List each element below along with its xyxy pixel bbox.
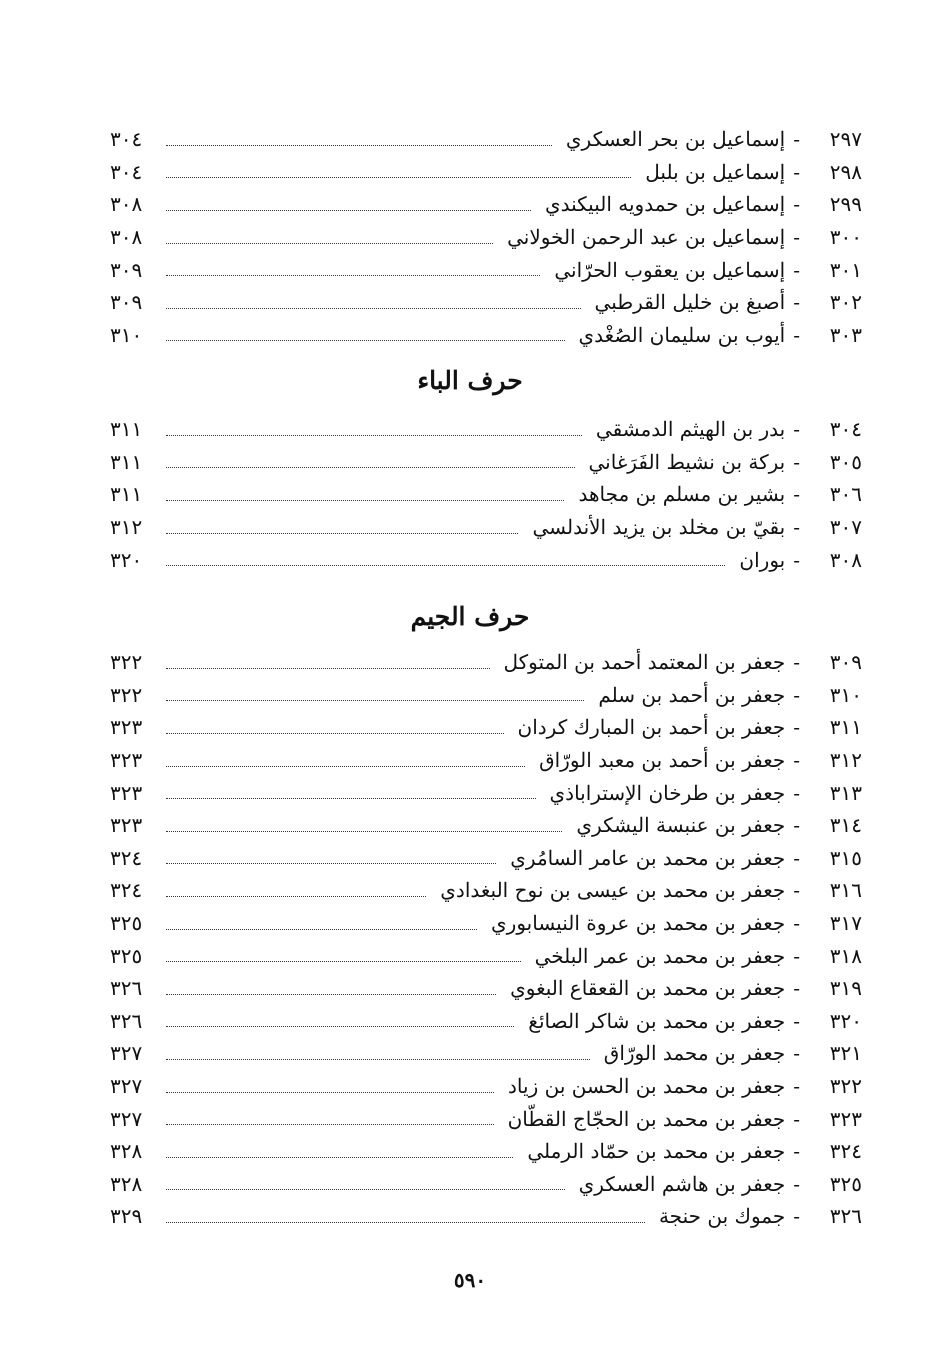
entry-name: بركة بن نشيط الفَرَغاني: [588, 449, 786, 474]
index-entry: [110, 1005, 862, 1038]
entry-name: بشير بن مسلم بن مجاهد: [578, 482, 786, 507]
leader-dots: [166, 863, 496, 864]
entry-page: ٣٢٦: [110, 976, 143, 1001]
entry-page: ٣٢٣: [110, 780, 143, 805]
entry-number: ٣٠٢: [829, 290, 862, 315]
leader-dots: [166, 340, 565, 341]
entry-separator: -: [793, 911, 800, 936]
section-heading-ba: حرف الباء: [417, 366, 523, 395]
index-entry: [110, 972, 862, 1005]
entry-separator: -: [793, 1171, 800, 1196]
entry-separator: -: [793, 482, 800, 507]
index-entry: [110, 1135, 862, 1168]
entry-number: ٣٢٦: [829, 1204, 862, 1229]
index-entry: [110, 711, 862, 744]
entry-name: جعفر بن أحمد بن المبارك كردان: [517, 715, 786, 740]
leader-dots: [166, 1222, 645, 1223]
leader-dots: [166, 896, 426, 897]
entry-separator: -: [793, 650, 800, 675]
index-section-jim: [110, 646, 862, 1233]
entry-page: ٣٠٩: [110, 257, 143, 282]
leader-dots: [166, 1026, 514, 1027]
index-entry: [110, 1168, 862, 1201]
entry-page: ٣١١: [110, 417, 143, 442]
entry-separator: -: [793, 192, 800, 217]
entry-number: ٣٢٥: [829, 1171, 862, 1196]
entry-separator: -: [793, 290, 800, 315]
entry-name: إسماعيل بن عبد الرحمن الخولاني: [507, 225, 786, 250]
index-entry: [110, 809, 862, 842]
entry-page: ٣٢٦: [110, 1008, 143, 1033]
entry-number: ٣١١: [829, 715, 862, 740]
index-entry: [110, 478, 862, 511]
entry-name: جعفر بن محمد بن عيسى بن نوح البغدادي: [440, 878, 786, 903]
leader-dots: [166, 733, 504, 734]
entry-number: ٣٠١: [829, 257, 862, 282]
entry-name: بقيّ بن مخلد بن يزيد الأندلسي: [532, 515, 786, 540]
entry-separator: -: [793, 1204, 800, 1229]
leader-dots: [166, 994, 496, 995]
entry-page: ٣٢٨: [110, 1139, 143, 1164]
leader-dots: [166, 1092, 494, 1093]
index-entry: [110, 1200, 862, 1233]
index-entry: [110, 543, 862, 576]
index-entry: [110, 123, 862, 156]
entry-name: جعفر بن محمد بن الحسن بن زياد: [508, 1074, 786, 1099]
entry-name: أيوب بن سليمان الصُغْدي: [578, 322, 786, 347]
leader-dots: [166, 1124, 494, 1125]
index-entry: [110, 188, 862, 221]
index-entry: [110, 874, 862, 907]
entry-separator: -: [793, 1074, 800, 1099]
index-entry: [110, 939, 862, 972]
entry-separator: -: [793, 225, 800, 250]
leader-dots: [166, 243, 493, 244]
entry-number: ٣٢٢: [829, 1074, 862, 1099]
entry-number: ٣١٢: [829, 748, 862, 773]
entry-separator: -: [793, 748, 800, 773]
index-entry: [110, 679, 862, 712]
entry-separator: -: [793, 976, 800, 1001]
entry-number: ٣٠٣: [829, 322, 862, 347]
entry-name: إسماعيل بن بلبل: [645, 159, 786, 184]
entry-number: ٣١٥: [829, 845, 862, 870]
entry-separator: -: [793, 1041, 800, 1066]
entry-separator: -: [793, 159, 800, 184]
index-entry: [110, 646, 862, 679]
entry-page: ٣١٢: [110, 515, 143, 540]
entry-separator: -: [793, 682, 800, 707]
index-entry: [110, 156, 862, 189]
entry-name: جعفر بن عنبسة اليشكري: [576, 813, 786, 838]
entry-name: جعفر بن هاشم العسكري: [578, 1171, 786, 1196]
entry-separator: -: [793, 943, 800, 968]
entry-page: ٣٠٨: [110, 225, 143, 250]
entry-page: ٣٠٩: [110, 290, 143, 315]
index-section-ba: [110, 413, 862, 576]
section-heading-jim: حرف الجيم: [410, 602, 530, 631]
index-entry: [110, 907, 862, 940]
entry-number: ٢٩٩: [829, 192, 862, 217]
entry-page: ٣٢٧: [110, 1106, 143, 1131]
entry-page: ٣٢٢: [110, 682, 143, 707]
entry-number: ٣١٠: [829, 682, 862, 707]
leader-dots: [166, 500, 564, 501]
entry-name: جعفر بن أحمد بن معبد الورّاق: [539, 748, 786, 773]
entry-name: جعفر بن محمد بن عامر السامُري: [510, 845, 786, 870]
leader-dots: [166, 275, 540, 276]
entry-number: ٣١٤: [829, 813, 862, 838]
entry-number: ٣١٨: [829, 943, 862, 968]
entry-number: ٣٠٥: [829, 449, 862, 474]
entry-name: بوران: [739, 547, 786, 572]
entry-page: ٣٠٨: [110, 192, 143, 217]
index-entry: [110, 1037, 862, 1070]
leader-dots: [166, 668, 490, 669]
entry-number: ٣٠٤: [829, 417, 862, 442]
entry-page: ٣٢٨: [110, 1171, 143, 1196]
entry-separator: -: [793, 449, 800, 474]
entry-page: ٣١١: [110, 482, 143, 507]
entry-name: جعفر بن محمد بن عروة النيسابوري: [491, 911, 786, 936]
entry-number: ٣٠٠: [829, 225, 862, 250]
entry-name: إسماعيل بن بحر العسكري: [565, 127, 786, 152]
entry-number: ٣٠٧: [829, 515, 862, 540]
entry-number: ٣٢٣: [829, 1106, 862, 1131]
leader-dots: [166, 210, 531, 211]
entry-page: ٣١٠: [110, 322, 143, 347]
entry-separator: -: [793, 127, 800, 152]
entry-name: جعفر بن محمد بن الحجّاج القطّان: [507, 1106, 786, 1131]
leader-dots: [166, 766, 525, 767]
entry-name: جعفر بن أحمد بن سلم: [598, 682, 786, 707]
entry-separator: -: [793, 322, 800, 347]
index-entry: [110, 253, 862, 286]
leader-dots: [166, 1059, 590, 1060]
leader-dots: [166, 308, 581, 309]
entry-separator: -: [793, 515, 800, 540]
index-entry: [110, 842, 862, 875]
entry-separator: -: [793, 813, 800, 838]
page-number: ٥٩٠: [453, 1268, 487, 1292]
entry-page: ٣١١: [110, 449, 143, 474]
entry-name: جعفر بن طرخان الإستراباذي: [549, 780, 786, 805]
entry-separator: -: [793, 1008, 800, 1033]
leader-dots: [166, 1189, 565, 1190]
index-entry: [110, 286, 862, 319]
leader-dots: [166, 533, 518, 534]
index-entry: [110, 1070, 862, 1103]
entry-name: جعفر بن محمد بن شاكر الصائغ: [528, 1008, 786, 1033]
entry-name: جعفر بن المعتمد أحمد بن المتوكل: [503, 650, 786, 675]
leader-dots: [166, 700, 584, 701]
entry-page: ٣٢٤: [110, 878, 143, 903]
leader-dots: [166, 435, 582, 436]
entry-number: ٣١٧: [829, 911, 862, 936]
entry-separator: -: [793, 845, 800, 870]
entry-name: بدر بن الهيثم الدمشقي: [595, 417, 786, 442]
entry-separator: -: [793, 1106, 800, 1131]
leader-dots: [166, 177, 631, 178]
entry-page: ٣٠٤: [110, 127, 143, 152]
leader-dots: [166, 961, 521, 962]
entry-separator: -: [793, 715, 800, 740]
entry-number: ٣١٣: [829, 780, 862, 805]
entry-number: ٣٠٦: [829, 482, 862, 507]
leader-dots: [166, 145, 552, 146]
entry-page: ٣٢٠: [110, 547, 143, 572]
entry-number: ٣٠٩: [829, 650, 862, 675]
entry-name: إسماعيل بن حمدويه البيكندي: [544, 192, 786, 217]
entry-separator: -: [793, 257, 800, 282]
entry-page: ٣٢٣: [110, 715, 143, 740]
index-entry: [110, 1102, 862, 1135]
entry-separator: -: [793, 547, 800, 572]
entry-name: جعفر بن محمد بن القعقاع البغوي: [510, 976, 786, 1001]
entry-page: ٣٢٩: [110, 1204, 143, 1229]
entry-separator: -: [793, 780, 800, 805]
entry-page: ٣٢٧: [110, 1041, 143, 1066]
entry-separator: -: [793, 878, 800, 903]
entry-name: جموك بن حنجة: [658, 1204, 786, 1229]
entry-page: ٣٢٥: [110, 943, 143, 968]
entry-page: ٣٢٢: [110, 650, 143, 675]
entry-page: ٣٠٤: [110, 159, 143, 184]
entry-page: ٣٢٤: [110, 845, 143, 870]
index-entry: [110, 221, 862, 254]
entry-separator: -: [793, 417, 800, 442]
entry-number: ٣٢٤: [829, 1139, 862, 1164]
index-entry: [110, 319, 862, 352]
entry-number: ٣١٦: [829, 878, 862, 903]
leader-dots: [166, 1157, 513, 1158]
entry-number: ٢٩٨: [829, 159, 862, 184]
entry-page: ٣٢٥: [110, 911, 143, 936]
index-entry: [110, 413, 862, 446]
index-entry: [110, 776, 862, 809]
entry-separator: -: [793, 1139, 800, 1164]
entry-page: ٣٢٧: [110, 1074, 143, 1099]
leader-dots: [166, 831, 562, 832]
entry-name: إسماعيل بن يعقوب الحرّاني: [554, 257, 786, 282]
entry-name: جعفر بن محمد بن عمر البلخي: [534, 943, 786, 968]
entry-page: ٣٢٣: [110, 813, 143, 838]
entry-number: ٢٩٧: [829, 127, 862, 152]
entry-number: ٣٠٨: [829, 547, 862, 572]
leader-dots: [166, 929, 477, 930]
entry-name: جعفر بن محمد الورّاق: [603, 1041, 786, 1066]
index-entry: [110, 744, 862, 777]
index-section-alif: [110, 123, 862, 351]
leader-dots: [166, 467, 575, 468]
index-entry: [110, 446, 862, 479]
leader-dots: [166, 798, 536, 799]
index-entry: [110, 511, 862, 544]
entry-number: ٣١٩: [829, 976, 862, 1001]
entry-page: ٣٢٣: [110, 748, 143, 773]
entry-number: ٣٢١: [829, 1041, 862, 1066]
leader-dots: [166, 565, 725, 566]
entry-name: أصبغ بن خليل القرطبي: [594, 290, 786, 315]
entry-name: جعفر بن محمد بن حمّاد الرملي: [527, 1139, 786, 1164]
entry-number: ٣٢٠: [829, 1008, 862, 1033]
